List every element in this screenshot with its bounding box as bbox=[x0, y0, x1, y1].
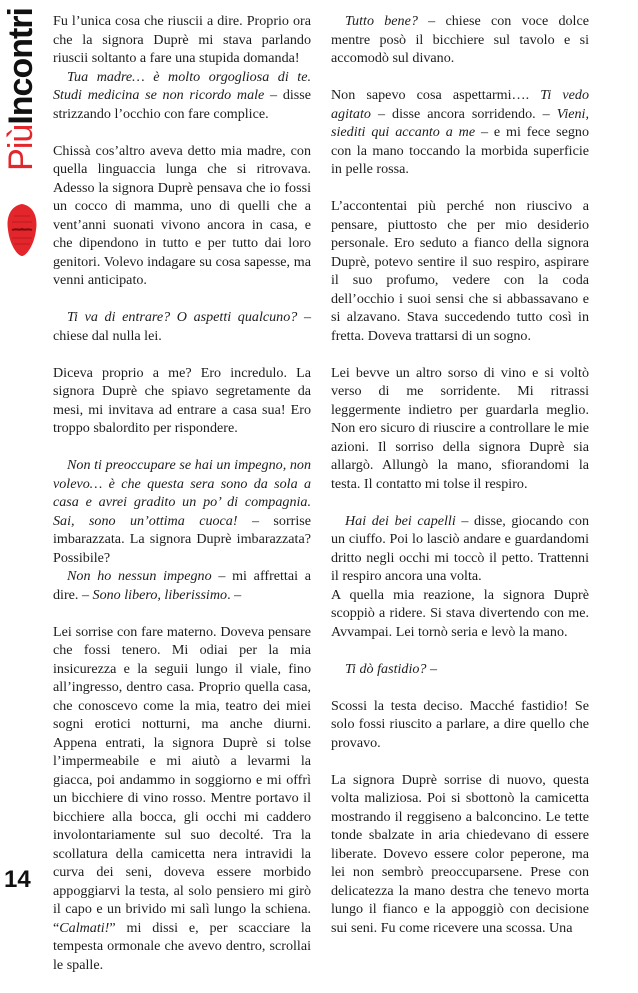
page-number: 14 bbox=[4, 866, 31, 893]
paragraph: Tutto bene? – chiese con voce dolce mentre posò il bicchiere sul tavolo e si accomodò sul divano. bbox=[331, 13, 589, 66]
paragraph: Non sapevo cosa aspettarmi…. Ti vedo agitato – disse ancora sorridendo. – Vieni, siediti qui accanto a me – e mi fece segno con la mano toccando la morbida superficie in pelle rossa. bbox=[331, 87, 589, 177]
paragraph: Lei sorrise con fare materno. Doveva pensare che fossi tenero. Mi odiai per la mia insicurezza e la seguii lungo il viale, fino all’ingresso, dentro casa. Proprio quella casa, che conoscevo come la mia, teatro dei miei sogni erotici notturni, ma anche diurni. Appena entrati, la signora Duprè si tolse l’impermeabile e mi aiutò a levarmi la giacca, poi andammo in soggiorno e mi offrì un bicchiere di vino rosso. Mentre portavo il bicchiere alla bocca, gli occhi mi caddero involontariamente sul suo decolté. Tra la scollatura della camicetta nera intravidi la curva dei seni, doveva essere morbido appoggiarvi la testa, al solo pensiero mi girò il capo e un brivido mi salì lungo la schiena. “Calmati!” mi dissi e, per scacciare la tempesta ormonale che avevo dentro, scrollai le spalle. bbox=[53, 623, 311, 973]
article-column-left bbox=[53, 12, 311, 993]
paragraph: Non ti preoccupare se hai un impegno, non volevo… è che questa sera sono da sola a casa e avrei gradito un po’ di compagnia. Sai, sono un’ottima cuoca! – sorrise imbarazzata. La signora Duprè imbarazzata? Possibile? bbox=[53, 457, 311, 566]
paragraph: Chissà cos’altro aveva detto mia madre, con quella linguaccia lunga che si ritrovava. Adesso la signora Duprè pensava che io fossi un cocco di mamma, uno di quelli che a vent’anni suonati vivono ancora in casa, e che dipendono in tutto e per tutto dai loro genitori. Volevo indagare su cosa sapesse, ma venni anticipato. bbox=[53, 142, 311, 288]
paragraph: La signora Duprè sorrise di nuovo, questa volta maliziosa. Poi si sbottonò la camicetta mostrando il reggiseno a balconcino. Le tette tonde sbalzate in aria chiedevano di essere liberate. Dovevo essere color peperone, ma lei non sembrò preoccuparsene. Prese con delicatezza la mano destra che tenevo morta lungo il fianco e la appoggiò con decisione sui seni. Fu come ricevere una scossa. Una bbox=[331, 771, 589, 936]
paragraph: Ti dò fastidio? – bbox=[345, 660, 438, 677]
article-column-right bbox=[331, 12, 589, 956]
paragraph: Diceva proprio a me? Ero incredulo. La signora Duprè che spiavo segretamente da mesi, mi invitava ad entrare a casa sua! Ero troppo sbalordito per rispondere. bbox=[53, 364, 311, 436]
paragraph: Scossi la testa deciso. Macché fastidio! Se solo fossi riuscito a parlare, a dire quello che provavo. bbox=[331, 697, 589, 751]
logo-piu: Più bbox=[2, 124, 40, 171]
logo-incontri: Incontri bbox=[2, 8, 40, 125]
paragraph: Ti va di entrare? O aspetti qualcuno? – chiese dal nulla lei. bbox=[53, 309, 311, 344]
lips-icon bbox=[2, 200, 42, 260]
paragraph: Non ho nessun impegno – mi affrettai a dire. – Sono libero, liberissimo. – bbox=[53, 568, 311, 603]
sidebar bbox=[0, 0, 44, 903]
paragraph: Fu l’unica cosa che riuscii a dire. Proprio ora che la signora Duprè mi stava parlando riuscii soltanto a fare una stupida domanda! bbox=[53, 13, 311, 66]
paragraph: L’accontentai più perché non riuscivo a pensare, piuttosto che per mio desiderio personale. Ero seduto a fianco della signora Duprè, potevo sentire il suo respiro, aspirare il suo profumo, vedere con la coda dell’occhio i suoi sensi che si abbassavano e si alzavano. Stava succedendo tutto così in fretta. Doveva trattarsi di un sogno. bbox=[331, 198, 589, 344]
magazine-logo bbox=[2, 8, 40, 178]
paragraph: A quella mia reazione, la signora Duprè scoppiò a ridere. Si stava divertendo con me. Avvampai. Lei tornò seria e levò la mano. bbox=[331, 586, 589, 640]
paragraph: Tua madre… è molto orgogliosa di te. Studi medicina se non ricordo male – disse strizzando l’occhio con fare complice. bbox=[53, 68, 311, 122]
paragraph: Hai dei bei capelli – disse, giocando con un ciuffo. Poi lo lasciò andare e guardandomi dritto negli occhi mi toccò il petto. Trattenni il respiro ancora una volta. bbox=[331, 512, 590, 584]
paragraph: Lei bevve un altro sorso di vino e si voltò verso di me sorridente. Mi ritrassi leggermente indietro per guardarla meglio. Non ero sicuro di riuscire a controllare le mie azioni. Il sorriso della signora Duprè sia allargò. Allungò la mano, sfiorandomi la testa. Il contatto mi tolse il respiro. bbox=[331, 364, 589, 492]
